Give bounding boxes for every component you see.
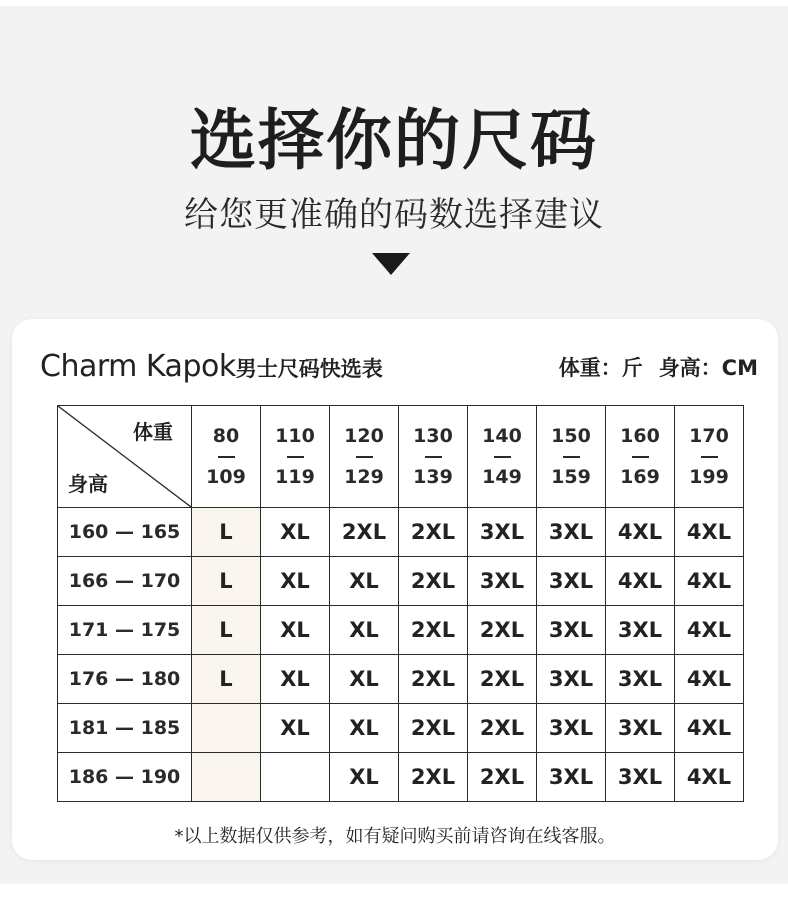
size-cell: 2XL <box>399 753 468 802</box>
size-cell: XL <box>261 557 330 606</box>
weight-column-header <box>399 406 468 508</box>
height-range-cell: 176 — 180 <box>58 655 192 704</box>
size-cell: 3XL <box>606 704 675 753</box>
size-cell <box>192 704 261 753</box>
table-row <box>58 508 744 557</box>
table-header-row <box>58 406 744 508</box>
size-cell: XL <box>330 704 399 753</box>
size-cell: XL <box>261 606 330 655</box>
size-cell: 3XL <box>606 655 675 704</box>
weight-range-low: 130 <box>413 424 453 447</box>
bottom-strip <box>0 884 788 898</box>
range-dash <box>287 456 304 458</box>
size-cell: 2XL <box>468 655 537 704</box>
size-cell: 4XL <box>675 606 744 655</box>
corner-weight-label: 体重 <box>133 420 173 444</box>
weight-range-low: 110 <box>275 424 315 447</box>
range-dash <box>563 456 580 458</box>
height-range-cell: 166 — 170 <box>58 557 192 606</box>
size-cell: 2XL <box>468 753 537 802</box>
table-row <box>58 557 744 606</box>
weight-range-high: 119 <box>275 465 315 488</box>
table-row <box>58 704 744 753</box>
size-cell: XL <box>261 508 330 557</box>
size-cell <box>261 753 330 802</box>
weight-column-header <box>537 406 606 508</box>
size-cell: 2XL <box>399 655 468 704</box>
size-cell: 2XL <box>330 508 399 557</box>
size-cell: 3XL <box>606 753 675 802</box>
range-dash <box>218 456 235 458</box>
table-corner-cell <box>58 406 192 508</box>
disclaimer-note: *以上数据仅供参考，如有疑问购买前请咨询在线客服。 <box>174 826 616 847</box>
page-title: 选择你的尺码 <box>190 102 598 179</box>
weight-range-high: 139 <box>413 465 453 488</box>
size-cell: L <box>192 557 261 606</box>
size-cell: 2XL <box>399 508 468 557</box>
size-cell: 3XL <box>468 508 537 557</box>
unit-legend <box>559 351 758 385</box>
brand-heading <box>40 349 383 385</box>
size-cell: 3XL <box>537 753 606 802</box>
size-cell: 4XL <box>675 753 744 802</box>
weight-range-high: 199 <box>689 465 729 488</box>
table-row <box>58 655 744 704</box>
size-cell <box>192 753 261 802</box>
weight-range-low: 170 <box>689 424 729 447</box>
size-cell: 3XL <box>537 704 606 753</box>
size-cell: XL <box>330 655 399 704</box>
weight-range-low: 160 <box>620 424 660 447</box>
range-dash <box>632 456 649 458</box>
size-table <box>57 405 744 802</box>
height-range-cell: 171 — 175 <box>58 606 192 655</box>
weight-column-header <box>192 406 261 508</box>
size-cell: 4XL <box>606 557 675 606</box>
range-dash <box>356 456 373 458</box>
size-cell: XL <box>330 557 399 606</box>
weight-range-low: 150 <box>551 424 591 447</box>
weight-range-low: 80 <box>212 424 240 447</box>
size-cell: 2XL <box>399 557 468 606</box>
size-cell: 2XL <box>399 704 468 753</box>
size-cell: 3XL <box>537 557 606 606</box>
page-subtitle: 给您更准确的码数选择建议 <box>184 195 604 235</box>
size-cell: L <box>192 508 261 557</box>
table-row <box>58 753 744 802</box>
table-row <box>58 606 744 655</box>
height-range-cell: 186 — 190 <box>58 753 192 802</box>
brand-name: Charm Kapok <box>40 349 236 384</box>
size-cell: 3XL <box>537 606 606 655</box>
weight-column-header <box>330 406 399 508</box>
range-dash <box>701 456 718 458</box>
weight-range-high: 109 <box>206 465 246 488</box>
range-dash <box>494 456 511 458</box>
size-cell: 4XL <box>675 704 744 753</box>
size-cell: XL <box>330 753 399 802</box>
weight-column-header <box>261 406 330 508</box>
weight-range-low: 140 <box>482 424 522 447</box>
size-cell: XL <box>261 655 330 704</box>
size-cell: L <box>192 606 261 655</box>
chart-name: 男士尺码快选表 <box>235 357 383 381</box>
weight-range-high: 129 <box>344 465 384 488</box>
size-cell: 3XL <box>468 557 537 606</box>
size-cell: L <box>192 655 261 704</box>
range-dash <box>425 456 442 458</box>
height-range-cell: 160 — 165 <box>58 508 192 557</box>
size-cell: 2XL <box>468 704 537 753</box>
size-chart-card <box>12 319 778 860</box>
size-cell: 4XL <box>606 508 675 557</box>
weight-range-high: 159 <box>551 465 591 488</box>
top-strip <box>0 0 788 6</box>
triangle-down-icon <box>372 253 410 275</box>
corner-height-label: 身高 <box>68 472 108 496</box>
weight-column-header <box>468 406 537 508</box>
weight-column-header <box>606 406 675 508</box>
size-cell: XL <box>261 704 330 753</box>
size-cell: 4XL <box>675 557 744 606</box>
size-cell: 3XL <box>606 606 675 655</box>
size-cell: 3XL <box>537 508 606 557</box>
height-range-cell: 181 — 185 <box>58 704 192 753</box>
size-cell: 2XL <box>399 606 468 655</box>
height-unit: 身高：CM <box>658 356 758 380</box>
size-cell: XL <box>330 606 399 655</box>
size-cell: 4XL <box>675 655 744 704</box>
weight-range-high: 169 <box>620 465 660 488</box>
weight-range-low: 120 <box>344 424 384 447</box>
weight-column-header <box>675 406 744 508</box>
weight-unit: 体重：斤 <box>558 356 643 380</box>
weight-range-high: 149 <box>482 465 522 488</box>
size-cell: 2XL <box>468 606 537 655</box>
size-cell: 4XL <box>675 508 744 557</box>
size-cell: 3XL <box>537 655 606 704</box>
